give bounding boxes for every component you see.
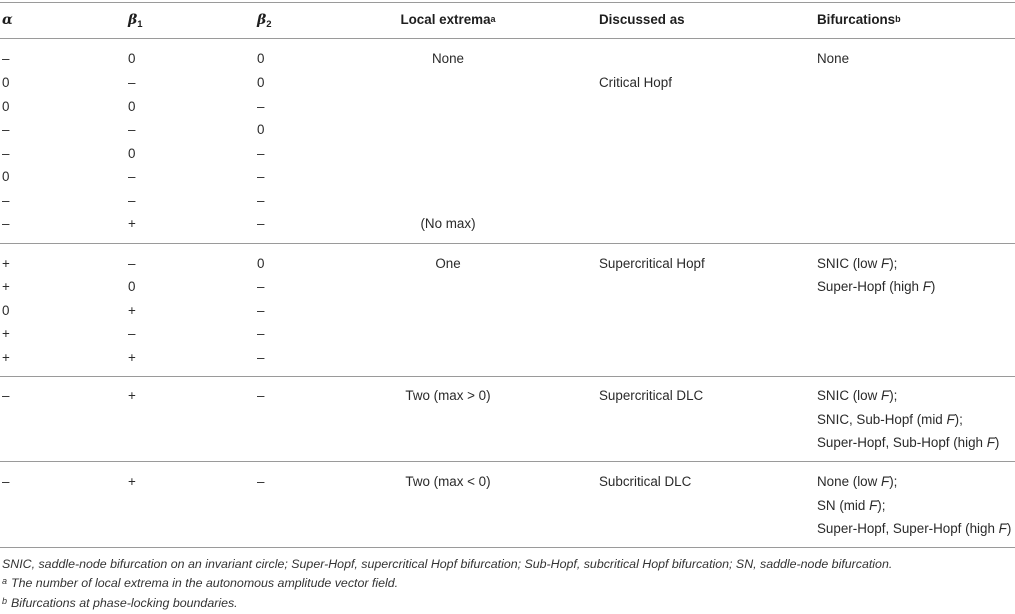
cell-bifurcations: SNIC (low F); bbox=[817, 388, 898, 403]
cell-beta2: – bbox=[257, 193, 265, 208]
cell-beta2: – bbox=[257, 146, 265, 161]
cell-beta1: – bbox=[128, 169, 136, 184]
cell-alpha: 0 bbox=[2, 303, 10, 318]
footnote-b: $^b$ Bifurcations at phase-locking boundaries. bbox=[2, 596, 238, 610]
cell-beta2: – bbox=[257, 216, 265, 231]
cell-bifurcations: SN (mid F); bbox=[817, 498, 886, 513]
cell-alpha: – bbox=[2, 216, 10, 231]
cell-alpha: + bbox=[2, 256, 10, 271]
cell-beta2: – bbox=[257, 350, 265, 365]
cell-extrema: Two (max > 0) bbox=[405, 388, 491, 403]
cell-beta1: + bbox=[128, 388, 136, 403]
cell-discussed: Subcritical DLC bbox=[599, 474, 692, 489]
header-bifurcations: Bifurcations$^b$ bbox=[817, 12, 901, 27]
table-notes bbox=[2, 555, 892, 614]
cell-beta1: 0 bbox=[128, 51, 136, 66]
group-rule bbox=[0, 461, 1015, 462]
header-beta2: $\beta_2$ bbox=[257, 12, 272, 30]
cell-bifurcations: Super-Hopf, Sub-Hopf (high F) bbox=[817, 435, 1000, 450]
cell-beta1: 0 bbox=[128, 146, 136, 161]
cell-beta2: – bbox=[257, 326, 265, 341]
group-rule bbox=[0, 243, 1015, 244]
cell-beta2: 0 bbox=[257, 122, 265, 137]
cell-beta2: – bbox=[257, 474, 265, 489]
cell-extrema: One bbox=[435, 256, 461, 271]
cell-discussed: Critical Hopf bbox=[599, 75, 672, 90]
cell-bifurcations: None bbox=[817, 51, 850, 66]
cell-beta1: – bbox=[128, 122, 136, 137]
cell-extrema: Two (max < 0) bbox=[405, 474, 491, 489]
abbreviations-note: SNIC, saddle-node bifurcation on an invariant circle; Super-Hopf, supercritical Hopf bifurcation; Sub-Hopf, subcritical Hopf bifurcation; SN, saddle-node bifurcation. bbox=[2, 557, 893, 571]
cell-alpha: + bbox=[2, 326, 10, 341]
header-alpha: α bbox=[2, 12, 13, 28]
cell-alpha: + bbox=[2, 350, 10, 365]
cell-bifurcations: Super-Hopf, Super-Hopf (high F) bbox=[817, 521, 1012, 536]
cell-beta2: – bbox=[257, 279, 265, 294]
cell-beta1: + bbox=[128, 216, 136, 231]
cell-beta1: + bbox=[128, 303, 136, 318]
cell-beta1: 0 bbox=[128, 99, 136, 114]
cell-alpha: + bbox=[2, 279, 10, 294]
cell-alpha: 0 bbox=[2, 75, 10, 90]
group-rule bbox=[0, 376, 1015, 377]
table-bottom-rule bbox=[0, 547, 1015, 548]
cell-bifurcations: Super-Hopf (high F) bbox=[817, 279, 936, 294]
cell-alpha: – bbox=[2, 122, 10, 137]
cell-alpha: – bbox=[2, 51, 10, 66]
cell-beta2: – bbox=[257, 388, 265, 403]
cell-beta2: 0 bbox=[257, 75, 265, 90]
cell-beta1: – bbox=[128, 75, 136, 90]
header-beta1: $\beta_1$ bbox=[128, 12, 143, 30]
cell-beta2: 0 bbox=[257, 256, 265, 271]
cell-alpha: 0 bbox=[2, 99, 10, 114]
cell-beta2: – bbox=[257, 303, 265, 318]
cell-alpha: – bbox=[2, 474, 10, 489]
cell-beta1: 0 bbox=[128, 279, 136, 294]
footnote-a: $^a$ The number of local extrema in the autonomous amplitude vector field. bbox=[2, 576, 399, 590]
header-rule bbox=[0, 38, 1015, 39]
cell-beta2: 0 bbox=[257, 51, 265, 66]
cell-bifurcations: SNIC (low F); bbox=[817, 256, 898, 271]
cell-beta1: – bbox=[128, 326, 136, 341]
header-discussed-as: Discussed as bbox=[599, 12, 685, 27]
cell-beta1: – bbox=[128, 193, 136, 208]
cell-extrema: (No max) bbox=[420, 216, 476, 231]
cell-bifurcations: None (low F); bbox=[817, 474, 898, 489]
cell-discussed: Supercritical Hopf bbox=[599, 256, 705, 271]
cell-bifurcations: SNIC, Sub-Hopf (mid F); bbox=[817, 412, 963, 427]
cell-beta1: – bbox=[128, 256, 136, 271]
cell-extrema: None bbox=[431, 51, 464, 66]
header-local-extrema: Local extrema$^a$ bbox=[400, 12, 496, 27]
cell-beta2: – bbox=[257, 169, 265, 184]
cell-alpha: – bbox=[2, 193, 10, 208]
cell-alpha: – bbox=[2, 146, 10, 161]
cell-alpha: 0 bbox=[2, 169, 10, 184]
table-top-rule bbox=[0, 2, 1015, 3]
cell-beta1: + bbox=[128, 474, 136, 489]
cell-beta1: + bbox=[128, 350, 136, 365]
cell-discussed: Supercritical DLC bbox=[599, 388, 704, 403]
cell-alpha: – bbox=[2, 388, 10, 403]
cell-beta2: – bbox=[257, 99, 265, 114]
